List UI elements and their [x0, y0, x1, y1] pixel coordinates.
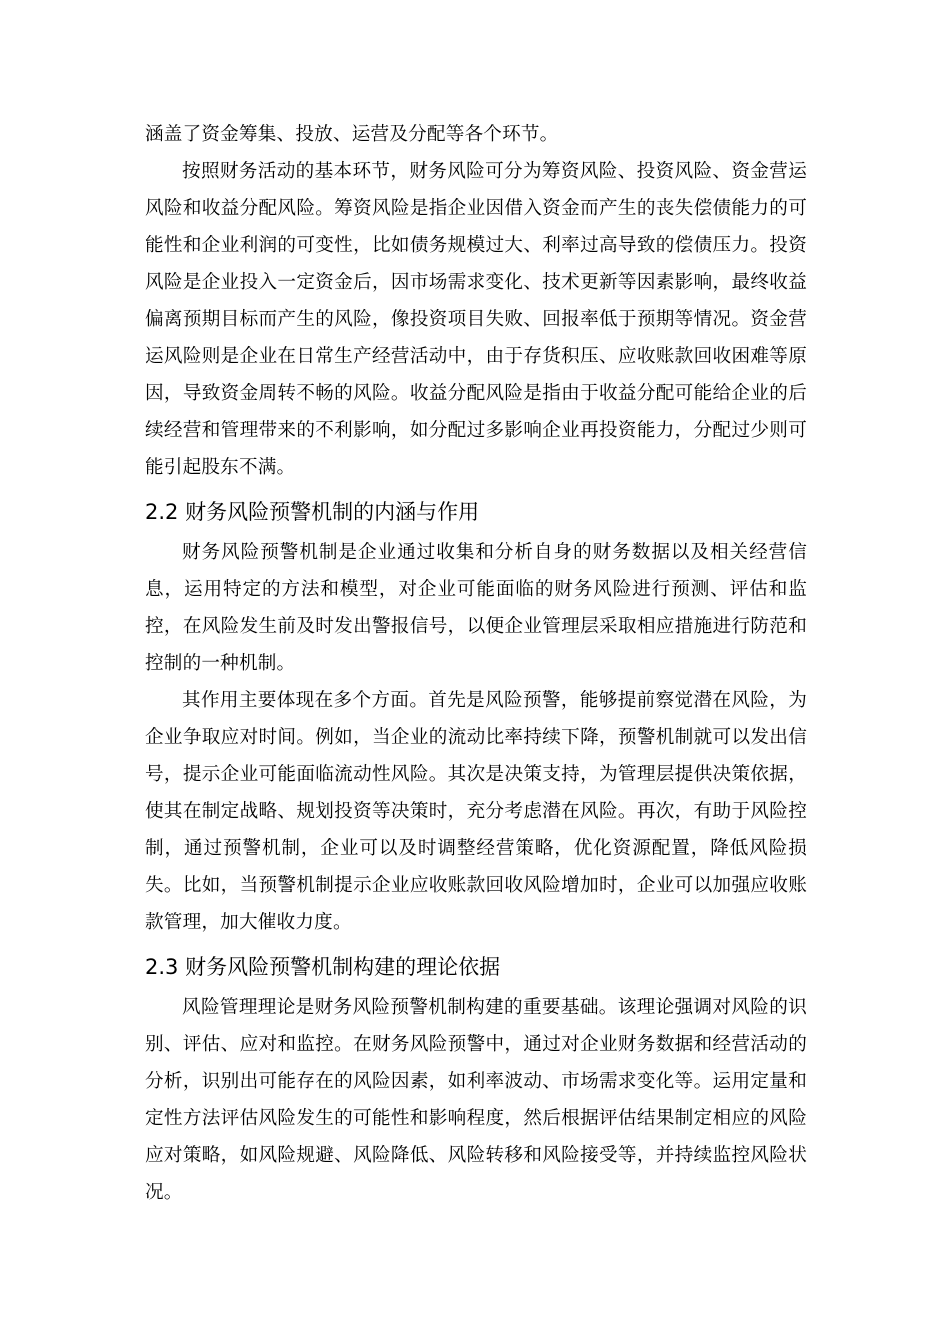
paragraph-theoretical-basis: 风险管理理论是财务风险预警机制构建的重要基础。该理论强调对风险的识别、评估、应对和监控。在财务风险预警中，通过对企业财务数据和经营活动的分析，识别出可能存在的风险因素，如利率波动、市场需求变化等。运用定量和定性方法评估风险发生的可能性和影响程度，然后根据评估结果制定相应的风险应对策略，如风险规避、风险降低、风险转移和风险接受等，并持续监控风险状况。 — [145, 997, 807, 1203]
paragraph-continued: 涵盖了资金筹集、投放、运营及分配等各个环节。 — [145, 124, 559, 145]
document-page — [145, 116, 807, 1211]
paragraph-warning-mechanism-role: 其作用主要体现在多个方面。首先是风险预警，能够提前察觉潜在风险，为企业争取应对时间。例如，当企业的流动比率持续下降，预警机制就可以发出信号，提示企业可能面临流动性风险。其次是决策支持，为管理层提供决策依据，使其在制定战略、规划投资等决策时，充分考虑潜在风险。再次，有助于风险控制，通过预警机制，企业可以及时调整经营策略，优化资源配置，降低风险损失。比如，当预警机制提示企业应收账款回收风险增加时，企业可以加强应收账款管理，加大催收力度。 — [145, 690, 807, 933]
section-heading-2-3: 2.3 财务风险预警机制构建的理论依据 — [145, 955, 501, 979]
paragraph-warning-mechanism-definition: 财务风险预警机制是企业通过收集和分析自身的财务数据以及相关经营信息，运用特定的方法和模型，对企业可能面临的财务风险进行预测、评估和监控，在风险发生前及时发出警报信号，以便企业管理层采取相应措施进行防范和控制的一种机制。 — [145, 542, 807, 674]
paragraph-financial-risk-types: 按照财务活动的基本环节，财务风险可分为筹资风险、投资风险、资金营运风险和收益分配风险。筹资风险是指企业因借入资金而产生的丧失偿债能力的可能性和企业利润的可变性，比如债务规模过大、利率过高导致的偿债压力。投资风险是企业投入一定资金后，因市场需求变化、技术更新等因素影响，最终收益偏离预期目标而产生的风险，像投资项目失败、回报率低于预期等情况。资金营运风险则是企业在日常生产经营活动中，由于存货积压、应收账款回收困难等原因，导致资金周转不畅的风险。收益分配风险是指由于收益分配可能给企业的后续经营和管理带来的不利影响，如分配过多影响企业再投资能力，分配过少则可能引起股东不满。 — [145, 161, 807, 478]
section-heading-2-2: 2.2 财务风险预警机制的内涵与作用 — [145, 500, 480, 524]
